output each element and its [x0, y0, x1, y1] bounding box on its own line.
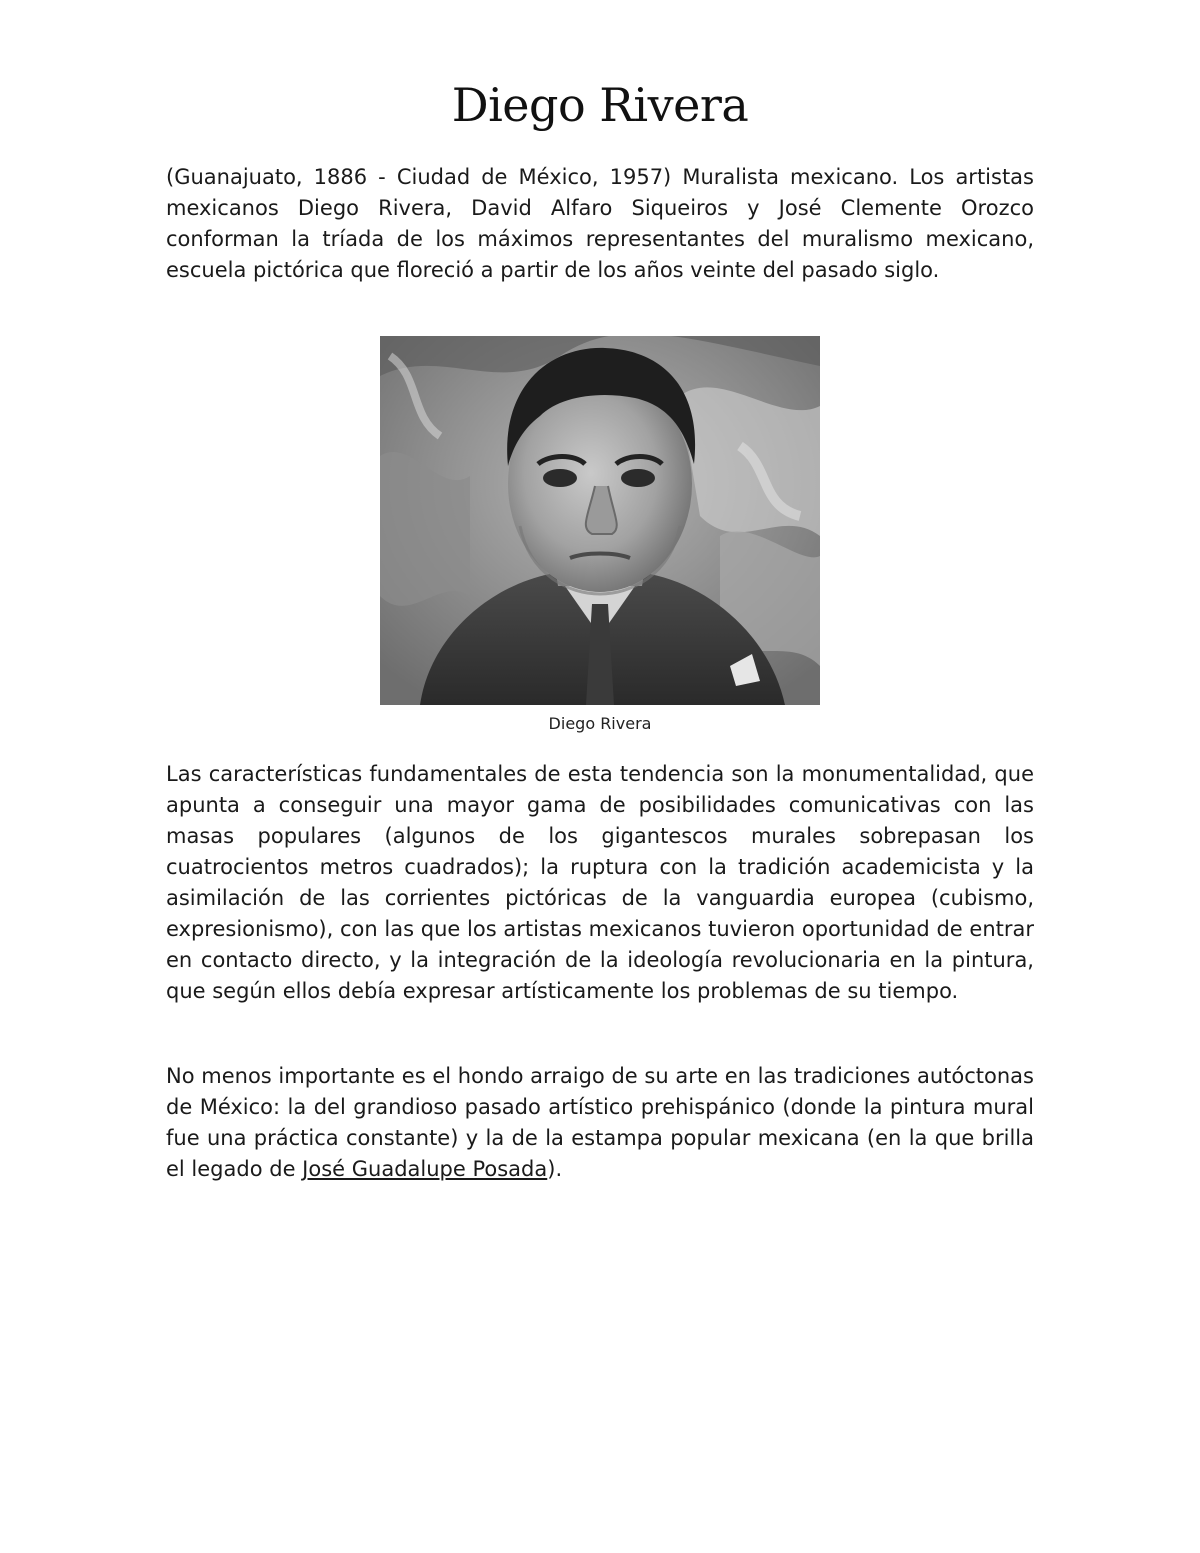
intro-paragraph: (Guanajuato, 1886 - Ciudad de México, 1957) Muralista mexicano. Los artistas mexicanos Diego Rivera, David Alfaro Siqueiros y José Clemente Orozco conforman la tríada de los máximos representantes del muralismo mexicano, escuela pictórica que floreció a partir de los años veinte del pasado siglo.	[166, 165, 1034, 282]
posada-link[interactable]: José Guadalupe Posada	[302, 1157, 548, 1181]
portrait-photo	[380, 336, 820, 705]
closing-paragraph	[166, 1061, 1034, 1185]
closing-text-before-link: No menos importante es el hondo arraigo de su arte en las tradiciones autóctonas de México: la del grandioso pasado artístico prehispánico (donde la pintura mural fue una práctica constante) y la de la estampa popular mexicana (en la que brilla el legado de	[166, 1064, 1034, 1181]
closing-text-after-link: ).	[547, 1157, 563, 1181]
body-paragraph: Las características fundamentales de esta tendencia son la monumentalidad, que apunta a conseguir una mayor gama de posibilidades comunicativas con las masas populares (algunos de los gigantescos murales sobrepasan los cuatrocientos metros cuadrados); la ruptura con la tradición academicista y la asimilación de las corrientes pictóricas de la vanguardia europea (cubismo, expresionismo), con las que los artistas mexicanos tuvieron oportunidad de entrar en contacto directo, y la integración de la ideología revolucionaria en la pintura, que según ellos debía expresar artísticamente los problemas de su tiempo.	[166, 762, 1034, 1003]
page-title: Diego Rivera	[451, 78, 749, 132]
photo-caption: Diego Rivera	[548, 714, 652, 733]
